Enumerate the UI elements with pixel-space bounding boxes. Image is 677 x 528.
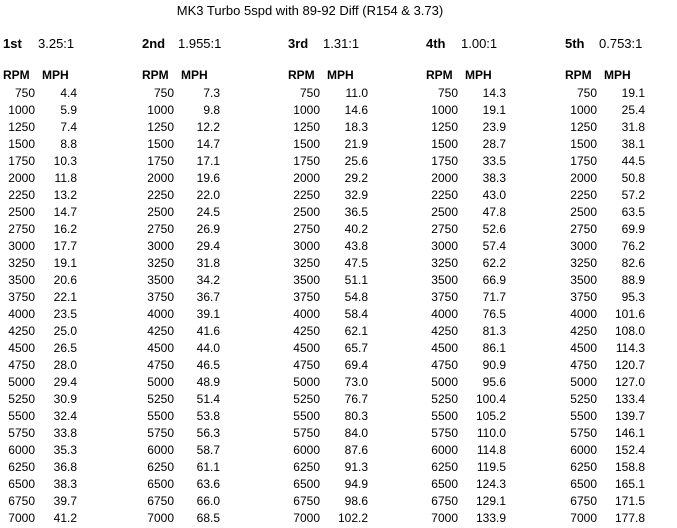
mph-cell: 35.3 bbox=[53, 443, 77, 457]
mph-cell: 26.5 bbox=[53, 341, 77, 355]
rpm-cell: 5500 bbox=[293, 409, 320, 423]
rpm-cell: 1750 bbox=[293, 154, 320, 168]
rpm-cell: 6750 bbox=[431, 494, 458, 508]
gear-header bbox=[426, 36, 536, 52]
mph-cell: 88.9 bbox=[621, 273, 645, 287]
mph-cell: 11.8 bbox=[54, 171, 77, 185]
gear-name: 5th bbox=[565, 36, 585, 51]
rpm-cell: 4500 bbox=[147, 341, 174, 355]
rpm-cell: 3250 bbox=[431, 256, 458, 270]
rpm-cell: 2000 bbox=[293, 171, 320, 185]
mph-cell: 68.5 bbox=[196, 511, 220, 525]
rpm-cell: 6750 bbox=[147, 494, 174, 508]
rpm-cell: 4250 bbox=[431, 324, 458, 338]
rpm-cell: 5000 bbox=[431, 375, 458, 389]
rpm-cell: 2250 bbox=[147, 188, 174, 202]
rpm-cell: 5250 bbox=[147, 392, 174, 406]
rpm-column-header: RPM bbox=[288, 68, 315, 82]
rpm-cell: 3250 bbox=[570, 256, 597, 270]
mph-cell: 165.1 bbox=[614, 477, 645, 491]
rpm-cell: 6000 bbox=[8, 443, 35, 457]
rpm-cell: 7000 bbox=[147, 511, 174, 525]
rpm-cell: 1750 bbox=[431, 154, 458, 168]
rpm-cell: 6500 bbox=[570, 477, 597, 491]
mph-cell: 23.5 bbox=[53, 307, 77, 321]
rpm-cell: 2750 bbox=[293, 222, 320, 236]
mph-cell: 119.5 bbox=[476, 460, 506, 474]
mph-cell: 129.1 bbox=[475, 494, 506, 508]
mph-cell: 31.8 bbox=[196, 256, 220, 270]
mph-cell: 25.4 bbox=[621, 103, 645, 117]
mph-cell: 19.1 bbox=[482, 103, 506, 117]
mph-cell: 108.0 bbox=[614, 324, 645, 338]
mph-cell: 110.0 bbox=[476, 426, 506, 440]
mph-cell: 133.9 bbox=[475, 511, 506, 525]
mph-cell: 12.2 bbox=[196, 120, 220, 134]
rpm-cell: 5750 bbox=[8, 426, 35, 440]
rpm-cell: 2500 bbox=[570, 205, 597, 219]
gear-name: 2nd bbox=[142, 36, 166, 51]
rpm-cell: 1250 bbox=[293, 120, 320, 134]
rpm-cell: 3000 bbox=[431, 239, 458, 253]
gear-name: 3rd bbox=[288, 36, 309, 51]
rpm-cell: 750 bbox=[14, 86, 35, 100]
rpm-cell: 2250 bbox=[431, 188, 458, 202]
rpm-cell: 5000 bbox=[293, 375, 320, 389]
rpm-cell: 1000 bbox=[570, 103, 597, 117]
mph-cell: 54.8 bbox=[344, 290, 368, 304]
gear-name: 4th bbox=[426, 36, 446, 51]
mph-cell: 105.2 bbox=[475, 409, 506, 423]
mph-cell: 29.4 bbox=[53, 375, 77, 389]
rpm-cell: 2500 bbox=[8, 205, 35, 219]
rpm-cell: 750 bbox=[437, 86, 458, 100]
rpm-cell: 6250 bbox=[570, 460, 597, 474]
mph-cell: 4.4 bbox=[60, 86, 77, 100]
rpm-cell: 6250 bbox=[147, 460, 174, 474]
mph-cell: 19.1 bbox=[621, 86, 645, 100]
rpm-cell: 3250 bbox=[293, 256, 320, 270]
rpm-cell: 7000 bbox=[570, 511, 597, 525]
mph-cell: 58.4 bbox=[344, 307, 368, 321]
rpm-cell: 5500 bbox=[570, 409, 597, 423]
rpm-cell: 3500 bbox=[293, 273, 320, 287]
mph-cell: 29.4 bbox=[196, 239, 220, 253]
mph-cell: 71.7 bbox=[482, 290, 506, 304]
mph-cell: 177.8 bbox=[614, 511, 645, 525]
rpm-cell: 5250 bbox=[570, 392, 597, 406]
mph-cell: 32.4 bbox=[53, 409, 77, 423]
rpm-cell: 4750 bbox=[8, 358, 35, 372]
rpm-cell: 6500 bbox=[431, 477, 458, 491]
gear-header bbox=[3, 36, 113, 52]
rpm-cell: 1000 bbox=[8, 103, 35, 117]
mph-column-header: MPH bbox=[42, 68, 69, 82]
mph-cell: 95.6 bbox=[482, 375, 506, 389]
rpm-cell: 1250 bbox=[570, 120, 597, 134]
mph-cell: 41.2 bbox=[53, 511, 77, 525]
mph-cell: 39.7 bbox=[53, 494, 77, 508]
rpm-cell: 5500 bbox=[8, 409, 35, 423]
rpm-cell: 7000 bbox=[293, 511, 320, 525]
mph-cell: 52.6 bbox=[482, 222, 506, 236]
mph-cell: 22.0 bbox=[196, 188, 220, 202]
rpm-cell: 5250 bbox=[293, 392, 320, 406]
rpm-column-header: RPM bbox=[565, 68, 592, 82]
mph-cell: 10.3 bbox=[53, 154, 77, 168]
rpm-column-header: RPM bbox=[142, 68, 169, 82]
rpm-cell: 6000 bbox=[147, 443, 174, 457]
rpm-cell: 5500 bbox=[431, 409, 458, 423]
rpm-cell: 5500 bbox=[147, 409, 174, 423]
rpm-cell: 2000 bbox=[147, 171, 174, 185]
rpm-cell: 3750 bbox=[8, 290, 35, 304]
rpm-cell: 1500 bbox=[570, 137, 597, 151]
mph-cell: 36.5 bbox=[344, 205, 368, 219]
mph-cell: 8.8 bbox=[60, 137, 77, 151]
mph-cell: 94.9 bbox=[344, 477, 368, 491]
mph-cell: 9.8 bbox=[203, 103, 220, 117]
rpm-cell: 4000 bbox=[431, 307, 458, 321]
rpm-cell: 3000 bbox=[147, 239, 174, 253]
mph-cell: 65.7 bbox=[344, 341, 368, 355]
mph-cell: 22.1 bbox=[53, 290, 77, 304]
mph-column-header: MPH bbox=[604, 68, 631, 82]
mph-cell: 171.5 bbox=[614, 494, 645, 508]
mph-cell: 46.5 bbox=[196, 358, 220, 372]
mph-cell: 91.3 bbox=[344, 460, 368, 474]
mph-cell: 20.6 bbox=[53, 273, 77, 287]
rpm-cell: 2500 bbox=[431, 205, 458, 219]
gear-ratio: 3.25:1 bbox=[38, 36, 75, 51]
mph-cell: 19.6 bbox=[196, 171, 220, 185]
rpm-cell: 6000 bbox=[293, 443, 320, 457]
gear-header bbox=[288, 36, 398, 52]
mph-cell: 41.6 bbox=[196, 324, 220, 338]
mph-cell: 53.8 bbox=[196, 409, 220, 423]
mph-cell: 56.3 bbox=[196, 426, 220, 440]
mph-cell: 38.3 bbox=[482, 171, 506, 185]
mph-cell: 23.9 bbox=[482, 120, 506, 134]
mph-cell: 66.0 bbox=[196, 494, 220, 508]
rpm-cell: 4750 bbox=[570, 358, 597, 372]
rpm-cell: 1750 bbox=[147, 154, 174, 168]
mph-cell: 5.9 bbox=[60, 103, 77, 117]
mph-cell: 57.2 bbox=[621, 188, 645, 202]
mph-cell: 114.3 bbox=[615, 341, 645, 355]
mph-cell: 63.5 bbox=[621, 205, 645, 219]
rpm-cell: 750 bbox=[576, 86, 597, 100]
mph-cell: 43.0 bbox=[482, 188, 506, 202]
rpm-cell: 1500 bbox=[431, 137, 458, 151]
rpm-cell: 750 bbox=[299, 86, 320, 100]
rpm-cell: 2000 bbox=[570, 171, 597, 185]
mph-cell: 38.3 bbox=[53, 477, 77, 491]
rpm-cell: 4750 bbox=[147, 358, 174, 372]
mph-cell: 32.9 bbox=[344, 188, 368, 202]
mph-cell: 7.4 bbox=[60, 120, 77, 134]
mph-cell: 95.3 bbox=[621, 290, 645, 304]
rpm-cell: 750 bbox=[153, 86, 174, 100]
mph-cell: 24.5 bbox=[196, 205, 220, 219]
mph-cell: 127.0 bbox=[614, 375, 645, 389]
rpm-cell: 5000 bbox=[570, 375, 597, 389]
rpm-cell: 2250 bbox=[293, 188, 320, 202]
mph-cell: 16.2 bbox=[53, 222, 77, 236]
mph-cell: 76.5 bbox=[482, 307, 506, 321]
rpm-cell: 2000 bbox=[431, 171, 458, 185]
rpm-cell: 6500 bbox=[293, 477, 320, 491]
gear-ratio: 1.31:1 bbox=[323, 36, 360, 51]
gear-header bbox=[565, 36, 675, 52]
mph-cell: 31.8 bbox=[621, 120, 645, 134]
rpm-cell: 6750 bbox=[8, 494, 35, 508]
rpm-cell: 3750 bbox=[293, 290, 320, 304]
mph-cell: 33.5 bbox=[482, 154, 506, 168]
rpm-cell: 6500 bbox=[147, 477, 174, 491]
mph-cell: 43.8 bbox=[344, 239, 368, 253]
rpm-cell: 3750 bbox=[431, 290, 458, 304]
mph-cell: 34.2 bbox=[196, 273, 220, 287]
mph-cell: 66.9 bbox=[482, 273, 506, 287]
mph-cell: 25.6 bbox=[344, 154, 368, 168]
mph-cell: 98.6 bbox=[344, 494, 368, 508]
rpm-cell: 3750 bbox=[570, 290, 597, 304]
mph-cell: 152.4 bbox=[614, 443, 645, 457]
mph-cell: 33.8 bbox=[53, 426, 77, 440]
rpm-cell: 1000 bbox=[293, 103, 320, 117]
mph-cell: 133.4 bbox=[614, 392, 645, 406]
rpm-cell: 1750 bbox=[570, 154, 597, 168]
rpm-cell: 6250 bbox=[431, 460, 458, 474]
mph-cell: 40.2 bbox=[344, 222, 368, 236]
mph-cell: 21.9 bbox=[344, 137, 368, 151]
mph-cell: 26.9 bbox=[196, 222, 220, 236]
mph-cell: 14.7 bbox=[53, 205, 77, 219]
mph-cell: 61.1 bbox=[196, 460, 220, 474]
rpm-cell: 3500 bbox=[147, 273, 174, 287]
rpm-cell: 3750 bbox=[147, 290, 174, 304]
rpm-cell: 2250 bbox=[8, 188, 35, 202]
mph-cell: 18.3 bbox=[344, 120, 368, 134]
rpm-cell: 1250 bbox=[431, 120, 458, 134]
page-title: MK3 Turbo 5spd with 89-92 Diff (R154 & 3.73) bbox=[176, 3, 444, 18]
gear-header bbox=[142, 36, 252, 52]
rpm-cell: 5000 bbox=[8, 375, 35, 389]
rpm-cell: 4000 bbox=[8, 307, 35, 321]
rpm-cell: 1000 bbox=[431, 103, 458, 117]
rpm-cell: 5750 bbox=[147, 426, 174, 440]
rpm-cell: 6750 bbox=[293, 494, 320, 508]
rpm-cell: 1750 bbox=[8, 154, 35, 168]
rpm-cell: 4500 bbox=[8, 341, 35, 355]
mph-cell: 39.1 bbox=[196, 307, 220, 321]
rpm-cell: 1500 bbox=[293, 137, 320, 151]
mph-cell: 48.9 bbox=[196, 375, 220, 389]
mph-cell: 47.8 bbox=[482, 205, 506, 219]
rpm-cell: 5250 bbox=[431, 392, 458, 406]
rpm-cell: 3000 bbox=[293, 239, 320, 253]
rpm-cell: 7000 bbox=[431, 511, 458, 525]
mph-cell: 28.0 bbox=[53, 358, 77, 372]
rpm-cell: 2750 bbox=[431, 222, 458, 236]
mph-cell: 101.6 bbox=[614, 307, 645, 321]
rpm-cell: 4750 bbox=[431, 358, 458, 372]
rpm-cell: 4500 bbox=[293, 341, 320, 355]
mph-cell: 19.1 bbox=[53, 256, 77, 270]
rpm-cell: 3250 bbox=[147, 256, 174, 270]
mph-column-header: MPH bbox=[327, 68, 354, 82]
rpm-cell: 2750 bbox=[8, 222, 35, 236]
rpm-cell: 1500 bbox=[147, 137, 174, 151]
mph-column-header: MPH bbox=[465, 68, 492, 82]
mph-cell: 17.1 bbox=[196, 154, 220, 168]
rpm-cell: 2000 bbox=[8, 171, 35, 185]
mph-cell: 100.4 bbox=[475, 392, 506, 406]
mph-cell: 36.8 bbox=[53, 460, 77, 474]
mph-cell: 73.0 bbox=[344, 375, 368, 389]
mph-cell: 17.7 bbox=[53, 239, 77, 253]
mph-cell: 14.7 bbox=[196, 137, 220, 151]
rpm-cell: 6750 bbox=[570, 494, 597, 508]
rpm-cell: 2250 bbox=[570, 188, 597, 202]
rpm-cell: 4000 bbox=[147, 307, 174, 321]
rpm-cell: 6500 bbox=[8, 477, 35, 491]
mph-cell: 158.8 bbox=[614, 460, 645, 474]
rpm-cell: 7000 bbox=[8, 511, 35, 525]
mph-cell: 62.1 bbox=[344, 324, 368, 338]
rpm-cell: 3500 bbox=[570, 273, 597, 287]
rpm-cell: 5750 bbox=[431, 426, 458, 440]
mph-cell: 63.6 bbox=[196, 477, 220, 491]
rpm-cell: 2500 bbox=[293, 205, 320, 219]
rpm-cell: 1000 bbox=[147, 103, 174, 117]
mph-cell: 139.7 bbox=[614, 409, 645, 423]
mph-cell: 44.0 bbox=[196, 341, 220, 355]
mph-cell: 57.4 bbox=[482, 239, 506, 253]
mph-cell: 44.5 bbox=[621, 154, 645, 168]
rpm-cell: 5750 bbox=[293, 426, 320, 440]
mph-cell: 84.0 bbox=[344, 426, 368, 440]
mph-cell: 58.7 bbox=[196, 443, 220, 457]
mph-cell: 120.7 bbox=[614, 358, 645, 372]
rpm-cell: 4250 bbox=[293, 324, 320, 338]
mph-cell: 13.2 bbox=[53, 188, 77, 202]
rpm-cell: 6000 bbox=[431, 443, 458, 457]
mph-cell: 38.1 bbox=[621, 137, 645, 151]
rpm-cell: 3000 bbox=[8, 239, 35, 253]
gear-ratio: 1.955:1 bbox=[178, 36, 222, 51]
rpm-cell: 3250 bbox=[8, 256, 35, 270]
rpm-cell: 2750 bbox=[570, 222, 597, 236]
mph-cell: 146.1 bbox=[614, 426, 645, 440]
mph-cell: 29.2 bbox=[344, 171, 368, 185]
mph-cell: 80.3 bbox=[344, 409, 368, 423]
mph-cell: 69.9 bbox=[621, 222, 645, 236]
mph-cell: 51.4 bbox=[196, 392, 220, 406]
rpm-cell: 4250 bbox=[570, 324, 597, 338]
rpm-cell: 4250 bbox=[8, 324, 35, 338]
mph-cell: 25.0 bbox=[53, 324, 77, 338]
rpm-cell: 2500 bbox=[147, 205, 174, 219]
rpm-cell: 3500 bbox=[8, 273, 35, 287]
mph-cell: 30.9 bbox=[53, 392, 77, 406]
mph-cell: 14.6 bbox=[344, 103, 368, 117]
mph-cell: 86.1 bbox=[482, 341, 506, 355]
mph-cell: 76.2 bbox=[621, 239, 645, 253]
mph-cell: 124.3 bbox=[475, 477, 506, 491]
rpm-cell: 3000 bbox=[570, 239, 597, 253]
mph-cell: 14.3 bbox=[482, 86, 506, 100]
rpm-cell: 5250 bbox=[8, 392, 35, 406]
mph-cell: 47.5 bbox=[344, 256, 368, 270]
rpm-cell: 5750 bbox=[570, 426, 597, 440]
rpm-cell: 1250 bbox=[8, 120, 35, 134]
rpm-cell: 4000 bbox=[293, 307, 320, 321]
mph-cell: 36.7 bbox=[196, 290, 220, 304]
rpm-cell: 6250 bbox=[8, 460, 35, 474]
rpm-cell: 5000 bbox=[147, 375, 174, 389]
rpm-cell: 6000 bbox=[570, 443, 597, 457]
mph-cell: 90.9 bbox=[482, 358, 506, 372]
rpm-cell: 1250 bbox=[147, 120, 174, 134]
rpm-cell: 4500 bbox=[570, 341, 597, 355]
mph-cell: 114.8 bbox=[476, 443, 506, 457]
rpm-column-header: RPM bbox=[3, 68, 30, 82]
gear-ratio: 0.753:1 bbox=[599, 36, 643, 51]
mph-cell: 62.2 bbox=[482, 256, 506, 270]
mph-cell: 81.3 bbox=[482, 324, 506, 338]
gear-name: 1st bbox=[3, 36, 22, 51]
mph-cell: 28.7 bbox=[482, 137, 506, 151]
mph-cell: 87.6 bbox=[344, 443, 368, 457]
mph-cell: 69.4 bbox=[344, 358, 368, 372]
mph-cell: 11.0 bbox=[345, 86, 368, 100]
rpm-cell: 4750 bbox=[293, 358, 320, 372]
mph-cell: 50.8 bbox=[621, 171, 645, 185]
mph-cell: 76.7 bbox=[344, 392, 368, 406]
rpm-column-header: RPM bbox=[426, 68, 453, 82]
gear-ratio: 1.00:1 bbox=[461, 36, 498, 51]
rpm-cell: 2750 bbox=[147, 222, 174, 236]
mph-cell: 51.1 bbox=[344, 273, 368, 287]
rpm-cell: 4000 bbox=[570, 307, 597, 321]
rpm-cell: 6250 bbox=[293, 460, 320, 474]
mph-cell: 82.6 bbox=[621, 256, 645, 270]
rpm-cell: 4500 bbox=[431, 341, 458, 355]
mph-cell: 7.3 bbox=[203, 86, 220, 100]
mph-cell: 102.2 bbox=[337, 511, 368, 525]
rpm-cell: 4250 bbox=[147, 324, 174, 338]
rpm-cell: 1500 bbox=[8, 137, 35, 151]
rpm-cell: 3500 bbox=[431, 273, 458, 287]
mph-column-header: MPH bbox=[181, 68, 208, 82]
